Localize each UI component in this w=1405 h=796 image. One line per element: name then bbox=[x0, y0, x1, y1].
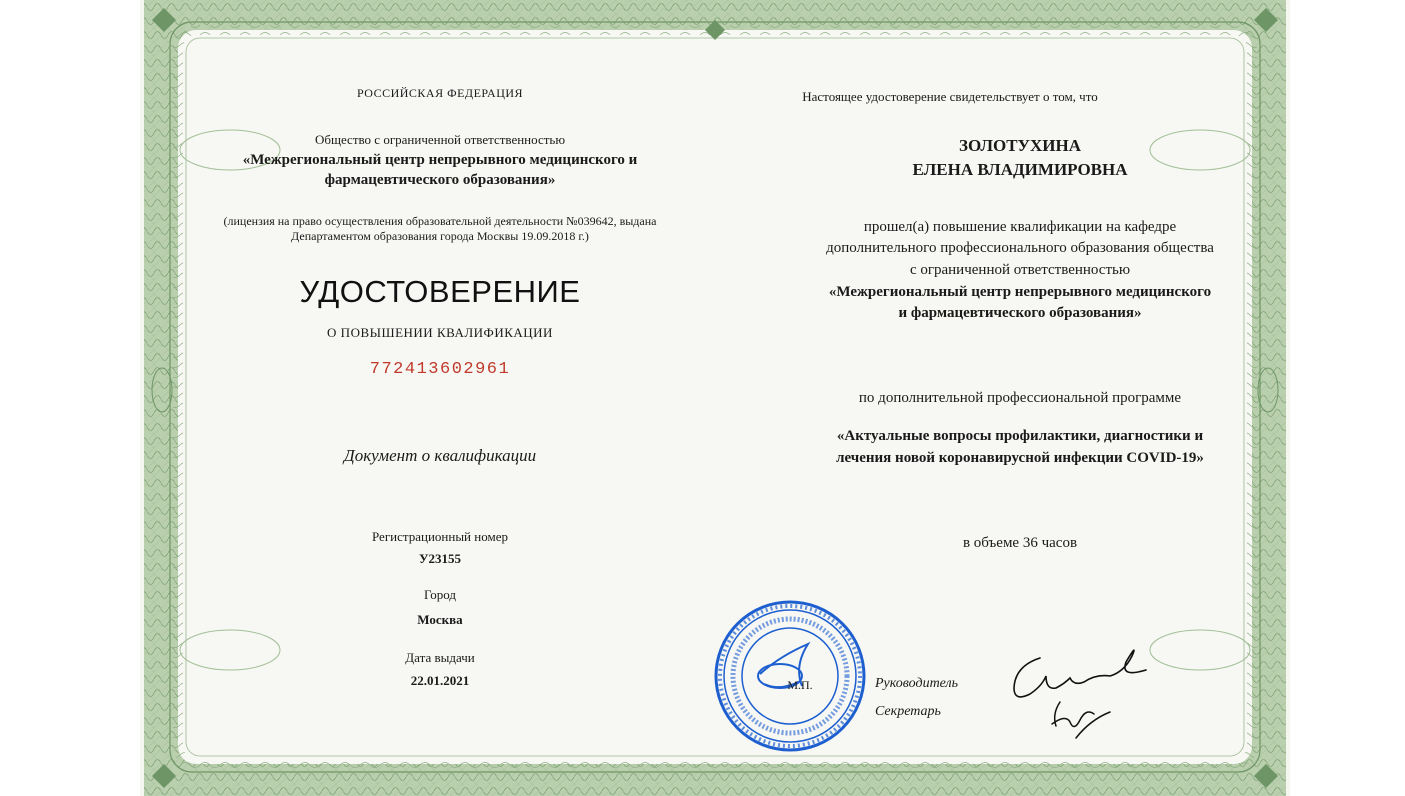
secretary-label: Секретарь bbox=[875, 704, 941, 719]
issue-date-label: Дата выдачи bbox=[405, 650, 475, 665]
holder-surname: ЗОЛОТУХИНА bbox=[958, 136, 1082, 155]
registration-label: Регистрационный номер bbox=[372, 529, 508, 544]
course-hours: в объеме 36 часов bbox=[962, 535, 1078, 551]
seal-stamp-icon bbox=[710, 596, 870, 756]
registration-number: У23155 bbox=[418, 551, 462, 566]
body-line3: с ограниченной ответственностью bbox=[909, 262, 1131, 278]
city-label: Город bbox=[423, 587, 457, 602]
body-line1: прошел(а) повышение квалификации на кафедре bbox=[863, 219, 1177, 235]
org-name-line1: «Межрегиональный центр непрерывного медицинского и bbox=[242, 152, 638, 168]
document-title: УДОСТОВЕРЕНИЕ bbox=[299, 274, 581, 309]
program-intro: по дополнительной профессиональной программе bbox=[858, 390, 1182, 406]
org-line1: «Межрегиональный центр непрерывного медицинского bbox=[828, 284, 1212, 300]
document-subtitle: О ПОВЫШЕНИИ КВАЛИФИКАЦИИ bbox=[327, 325, 553, 340]
body-line2: дополнительного профессионального образования общества bbox=[826, 240, 1214, 256]
intro-text: Настоящее удостоверение свидетельствует о том, что bbox=[802, 89, 1098, 104]
certificate bbox=[140, 0, 1290, 796]
org-line2: и фармацевтического образования» bbox=[898, 305, 1142, 321]
signatures-icon bbox=[1000, 628, 1170, 748]
license-line2: Департаментом образования города Москвы 19.09.2018 г.) bbox=[291, 229, 589, 243]
org-type: Общество с ограниченной ответственностью bbox=[314, 132, 566, 147]
org-name-line2: фармацевтического образования» bbox=[324, 172, 556, 188]
program-line1: «Актуальные вопросы профилактики, диагностики и bbox=[836, 428, 1204, 444]
license-line1: (лицензия на право осуществления образовательной деятельности №039642, выдана bbox=[223, 214, 657, 228]
city-value: Москва bbox=[417, 612, 463, 627]
issue-date-value: 22.01.2021 bbox=[410, 673, 470, 688]
serial-number: 772413602961 bbox=[369, 360, 511, 379]
stamp-place-label: М.П. bbox=[787, 678, 813, 692]
head-label: Руководитель bbox=[875, 676, 959, 691]
document-type: Документ о квалификации bbox=[343, 446, 537, 465]
program-line2: лечения новой коронавирусной инфекции COVID-19» bbox=[836, 450, 1204, 466]
holder-given-names: ЕЛЕНА ВЛАДИМИРОВНА bbox=[912, 160, 1128, 179]
country-label: РОССИЙСКАЯ ФЕДЕРАЦИЯ bbox=[356, 86, 524, 100]
